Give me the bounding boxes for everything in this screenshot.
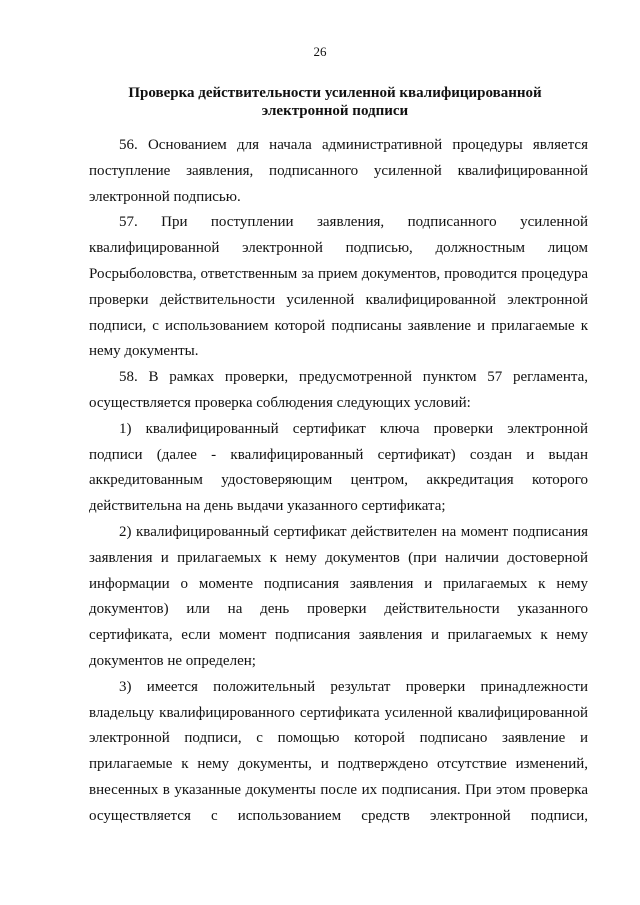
document-body	[89, 133, 588, 830]
text-line: электронной подписью.	[89, 188, 241, 205]
heading-line: электронной подписи	[261, 103, 409, 119]
text-line: заявления и прилагаемых к нему документов (при наличии достоверной	[89, 549, 588, 566]
text-line: аккредитованным удостоверяющим центром, аккредитация которого	[89, 472, 588, 489]
text-line: квалифицированной электронной подписью, должностным лицом	[89, 240, 588, 257]
text-line: 2) квалифицированный сертификат действителен на момент подписания	[119, 523, 588, 540]
text-line: 56. Основанием для начала административной процедуры является	[119, 137, 588, 153]
text-line: действительна на день выдачи указанного сертификата;	[89, 498, 446, 515]
text-line: 57. При поступлении заявления, подписанного усиленной	[119, 214, 588, 231]
text-line: подписи (далее - квалифицированный сертификат) создан и выдан	[89, 446, 588, 463]
text-line: документов не определен;	[89, 652, 256, 669]
text-line: документов) или на день проверки действительности указанного	[89, 601, 588, 618]
text-line: осуществляется с использованием средств электронной подписи,	[89, 807, 588, 824]
text-line: внесенных в указанные документы после их подписания. При этом проверка	[89, 781, 588, 798]
text-line: 58. В рамках проверки, предусмотренной пунктом 57 регламента,	[119, 369, 588, 386]
text-line: 3) имеется положительный результат проверки принадлежности	[119, 678, 588, 695]
text-line: информации о моменте подписания заявления и прилагаемых к нему	[89, 575, 588, 592]
page-number: 26	[313, 44, 327, 59]
text-line: владельцу квалифицированного сертификата усиленной квалифицированной	[89, 704, 588, 721]
text-line: подписи, с использованием которой подписаны заявление и прилагаемые к	[89, 317, 588, 334]
section-heading	[95, 84, 575, 120]
text-line: нему документы.	[89, 343, 199, 360]
text-line: 1) квалифицированный сертификат ключа проверки электронной	[119, 420, 588, 437]
text-line: проверки действительности усиленной квалифицированной электронной	[89, 291, 588, 308]
text-line: Росрыболовства, ответственным за прием документов, проводится процедура	[89, 265, 588, 282]
text-line: прилагаемые к нему документы, и подтверждено отсутствие изменений,	[89, 756, 588, 773]
text-line: осуществляется проверка соблюдения следующих условий:	[89, 394, 471, 411]
text-line: сертификата, если момент подписания заявления и прилагаемых к нему	[89, 627, 588, 644]
heading-line: Проверка действительности усиленной квалифицированной	[128, 85, 542, 101]
text-line: электронной подписи, с помощью которой подписано заявление и	[89, 730, 588, 747]
text-line: поступление заявления, подписанного усиленной квалифицированной	[89, 162, 588, 179]
